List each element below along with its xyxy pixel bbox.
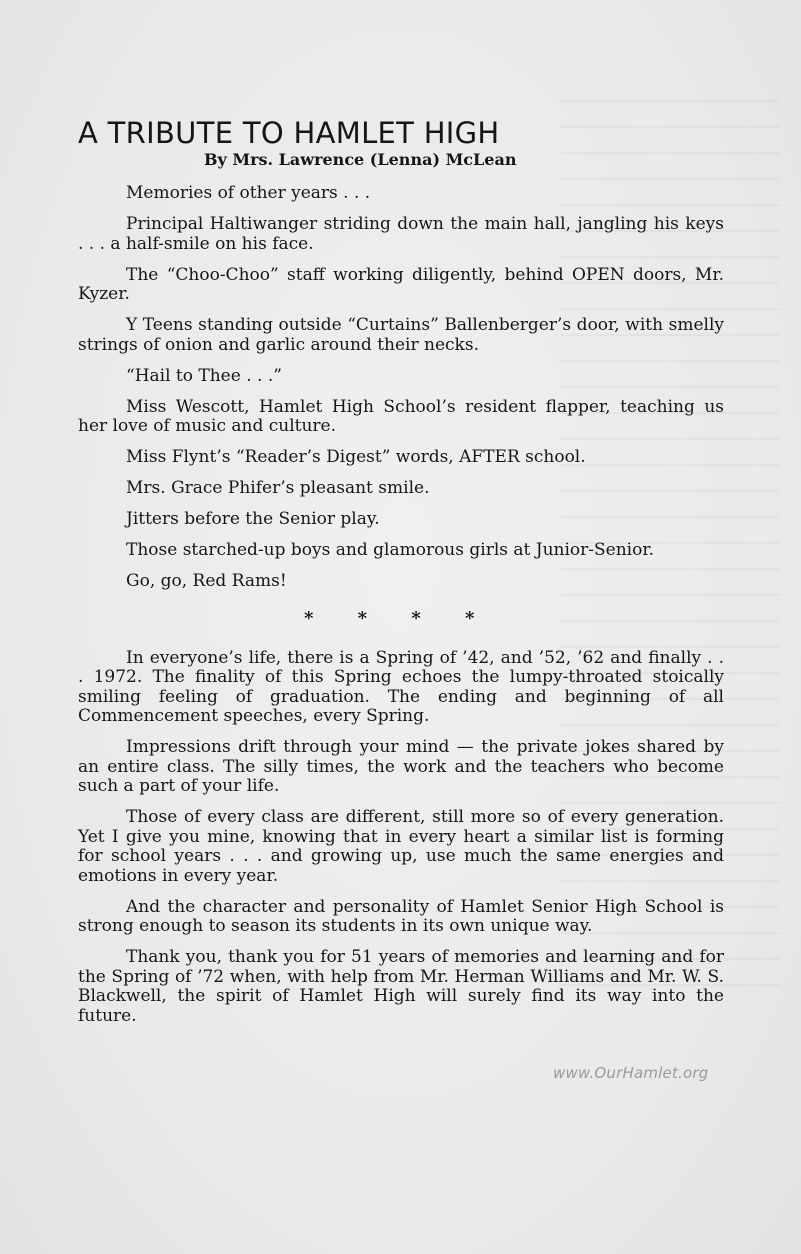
paragraph: The “Choo-Choo” staff working diligently, behind OPEN doors, Mr. Kyzer.: [78, 264, 724, 304]
paragraph: Impressions drift through your mind — the private jokes shared by an entire class. The silly times, the work and the teachers who become such a part of your life.: [78, 737, 724, 796]
paragraph: Memories of other years . . .: [126, 183, 371, 203]
article: [78, 116, 724, 1038]
section-separator: * * * *: [304, 607, 475, 629]
paragraph: “Hail to Thee . . .”: [126, 365, 282, 386]
article-byline: By Mrs. Lawrence (Lenna) McLean: [204, 150, 517, 169]
paragraph: Those starched-up boys and glamorous girls at Junior-Senior.: [126, 540, 655, 560]
site-watermark: www.OurHamlet.org: [553, 1064, 709, 1082]
paragraph: Miss Flynt’s “Reader’s Digest” words, AFTER school.: [126, 447, 586, 467]
paragraph: Y Teens standing outside “Curtains” Ballenberger’s door, with smelly strings of onion and garlic around their necks.: [78, 315, 724, 355]
paragraph: Miss Wescott, Hamlet High School’s resident flapper, teaching us her love of music and culture.: [78, 396, 724, 436]
paragraph: Those of every class are different, still more so of every generation. Yet I give you mine, knowing that in every heart a similar list is forming for school years . . . and growing up, use much the same energies and emotions in every year.: [78, 807, 724, 886]
paragraph: And the character and personality of Hamlet Senior High School is strong enough to season its students in its own unique way.: [78, 896, 724, 936]
article-body: [78, 184, 724, 1026]
paragraph: Principal Haltiwanger striding down the main hall, jangling his keys . . . a half-smile on his face.: [78, 214, 724, 254]
paragraph: Mrs. Grace Phifer’s pleasant smile.: [126, 478, 430, 498]
paragraph: In everyone’s life, there is a Spring of ’42, and ’52, ’62 and finally . . . 1972. The finality of this Spring echoes the lumpy-throated stoically smiling feeling of graduation. The ending and beginning of all Commencement speeches, every Spring.: [78, 647, 724, 726]
paragraph: Jitters before the Senior play.: [126, 509, 380, 529]
article-title: A TRIBUTE TO HAMLET HIGH: [78, 116, 500, 150]
paragraph: Thank you, thank you for 51 years of memories and learning and for the Spring of ’72 when, with help from Mr. Herman Williams and Mr. W. S. Blackwell, the spirit of Hamlet High will surely find its way into the future.: [78, 947, 724, 1026]
paragraph: Go, go, Red Rams!: [126, 571, 287, 591]
